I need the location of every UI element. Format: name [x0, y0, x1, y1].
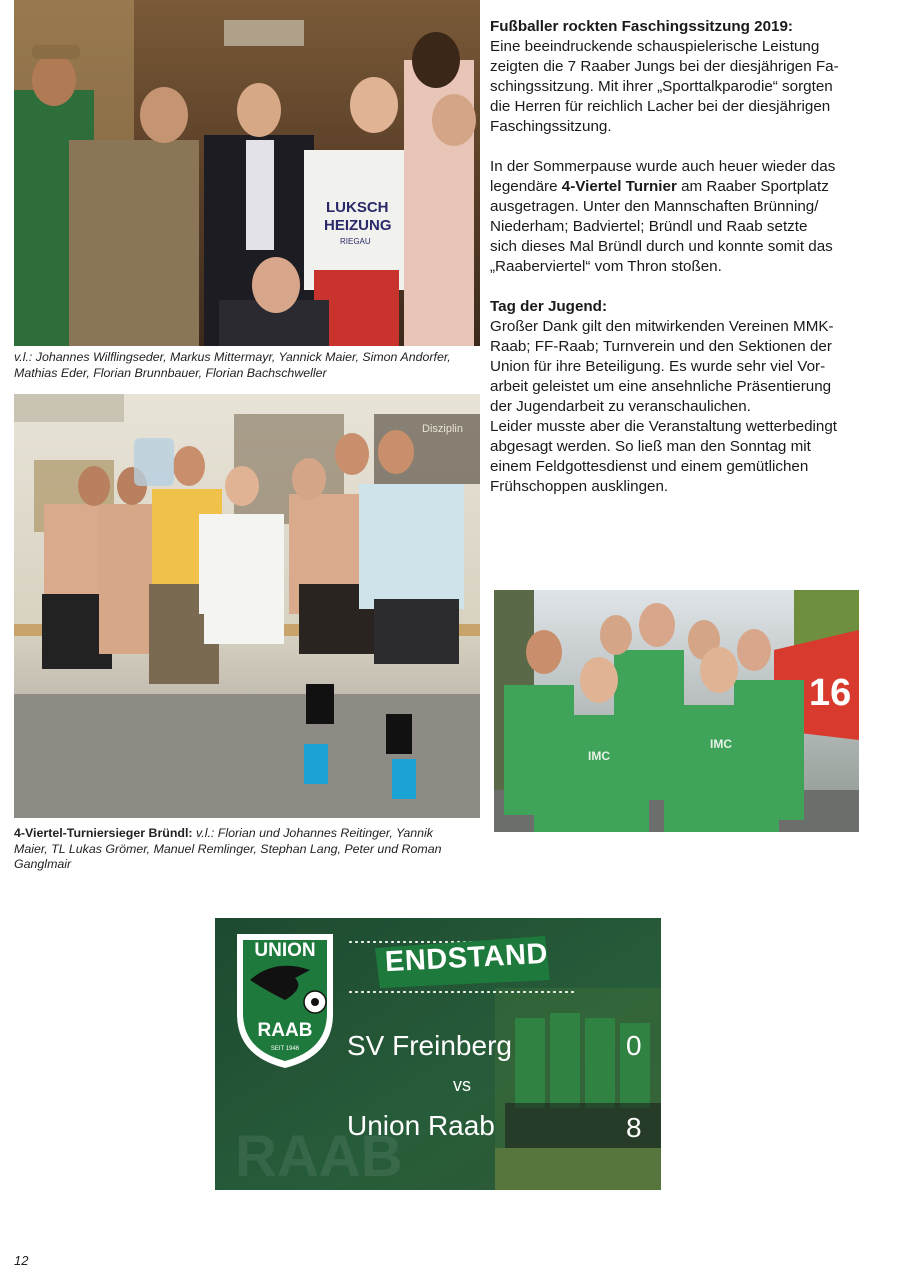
caption-photo-2-bold: 4-Viertel-Turniersieger Bründl: — [14, 826, 193, 840]
home-team-score: 0 — [626, 1030, 642, 1061]
p1-line-4: die Herren für reichlich Lacher bei der diesjährigen — [490, 98, 831, 115]
watermark-text: RAAB — [235, 1124, 403, 1189]
caption-photo-2-line-2: Maier, TL Lukas Grömer, Manuel Remlinger, Stephan Lang, Peter und Roman — [14, 841, 442, 856]
p1-line-1: Eine beeindruckende schauspielerische Leistung — [490, 38, 820, 55]
away-team-score: 8 — [626, 1112, 642, 1143]
p2-line-2-after: am Raaber Sportplatz — [676, 178, 829, 195]
match-result-card — [215, 918, 661, 1190]
versus-label: vs — [453, 1075, 471, 1095]
jersey-text-2: IMC — [710, 737, 732, 751]
p2-line-1: In der Sommerpause wurde auch heuer wieder das — [490, 158, 836, 175]
p2-line-2-bold: 4-Viertel Turnier — [561, 178, 677, 195]
photo-youth-team — [494, 590, 859, 832]
caption-photo-1-line-1: v.l.: Johannes Wilflingseder, Markus Mittermayr, Yannick Maier, Simon Andorfer, — [14, 350, 451, 364]
caption-photo-1 — [14, 350, 480, 381]
shirt-text-1: LUKSCH — [326, 199, 389, 216]
p2-line-5: sich dieses Mal Bründl durch und konnte somit das — [490, 238, 833, 255]
endstand-label: ENDSTAND — [384, 937, 549, 979]
p1-line-2: zeigten die 7 Raaber Jungs bei der diesjährigen Fa- — [490, 58, 839, 75]
sign-text: Disziplin — [422, 423, 463, 435]
p2-line-2 — [490, 177, 859, 197]
p3-line-2: Raab; FF-Raab; Turnverein und den Sektionen der — [490, 338, 832, 355]
away-team-name: Union Raab — [347, 1110, 495, 1141]
p3-line-5: der Jugendarbeit zu veranschaulichen. — [490, 398, 751, 415]
badge-union-text: UNION — [254, 940, 316, 961]
p3-line-3: Union für ihre Beteiligung. Es wurde sehr viel Vor- — [490, 358, 826, 375]
p1-line-3: schingssitzung. Mit ihrer „Sporttalkparodie“ sorgten — [490, 78, 833, 95]
caption-photo-2-line-1 — [14, 826, 484, 842]
photo-tournament-winners — [14, 394, 480, 818]
p2-line-3: ausgetragen. Unter den Mannschaften Brünning/ — [490, 198, 819, 215]
p3-line-9: Frühschoppen ausklingen. — [490, 478, 669, 495]
heading-faschingssitzung: Fußballer rockten Faschingssitzung 2019: — [490, 18, 793, 35]
home-team-name: SV Freinberg — [347, 1030, 512, 1061]
p2-line-4: Niederham; Badviertel; Bründl und Raab setzte — [490, 218, 808, 235]
shirt-text-2: HEIZUNG — [324, 217, 392, 234]
p3-line-4: arbeit geleistet um eine ansehnliche Präsentierung — [490, 378, 832, 395]
p3-line-1: Großer Dank gilt den mitwirkenden Vereinen MMK- — [490, 318, 834, 335]
p3-line-8: einem Feldgottesdienst und einem gemütlichen — [490, 458, 809, 475]
p2-line-2-before: legendäre — [490, 178, 562, 195]
p3-line-7: abgesagt werden. So ließ man den Sonntag mit — [490, 438, 811, 455]
page-number: 12 — [14, 1253, 29, 1268]
shirt-text-3: RIEGAU — [340, 237, 371, 246]
badge-raab-text: RAAB — [257, 1020, 313, 1041]
caption-photo-2-line-1-rest: v.l.: Florian und Johannes Reitinger, Yannik — [192, 826, 433, 840]
p3-line-6: Leider musste aber die Veranstaltung wetterbedingt — [490, 418, 837, 435]
photo-carnival-group — [14, 0, 480, 346]
article-text — [490, 17, 859, 497]
heading-tag-der-jugend: Tag der Jugend: — [490, 298, 608, 315]
caption-photo-2-line-3: Ganglmair — [14, 857, 72, 872]
p2-line-6: „Raaberviertel“ vom Thron stoßen. — [490, 258, 722, 275]
badge-year-text: SEIT 1946 — [270, 1046, 300, 1052]
jersey-text: IMC — [588, 749, 610, 763]
caption-photo-2 — [14, 826, 484, 873]
caption-photo-1-line-2: Mathias Eder, Florian Brunnbauer, Florian Bachschweller — [14, 365, 327, 380]
banner-text: 16 — [809, 672, 852, 714]
p1-line-5: Faschingssitzung. — [490, 118, 612, 135]
